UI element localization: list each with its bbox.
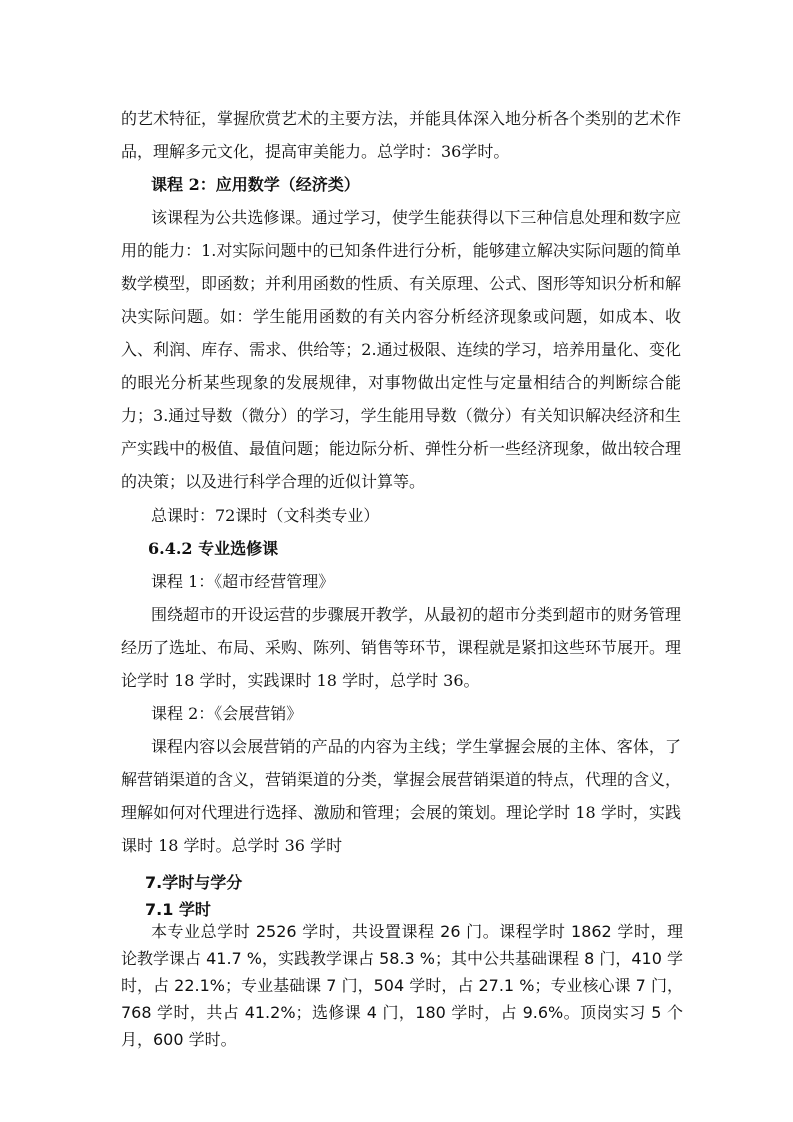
- elective-course-2-heading: 课程 2：《会展营销》: [151, 704, 303, 723]
- credit-hours-paragraph: 本专业总学时 2526 学时，共设置课程 26 门。课程学时 1862 学时，理论教学课占 41.7 %，实践教学课占 58.3 %；其中公共基础课程 8 门，410 学时，占 22.1%；专业基础课 7 门，504 学时，占 27.1 %；专业核心课 7 门，768 学时，共占 41.2%；选修课 4 门，180 学时，占 9.6%。顶岗实习 5 个月，600 学时。: [121, 922, 683, 1049]
- section-heading-7: 7.学时与学分: [145, 873, 243, 892]
- section-heading-7-1: 7.1 学时: [145, 900, 211, 919]
- elective-course-1-heading: 课程 1：《超市经营管理》: [151, 572, 335, 591]
- course-2-heading: 课程 2：应用数学（经济类）: [151, 175, 360, 194]
- supermarket-course-paragraph: 围绕超市的开设运营的步骤展开教学，从最初的超市分类到超市的财务管理经历了选址、布局、采购、陈列、销售等环节，课程就是紧扣这些环节展开。理论学时 18 学时，实践课时 18 学时，总学时 36。: [121, 605, 682, 690]
- exhibition-marketing-paragraph: 课程内容以会展营销的产品的内容为主线；学生掌握会展的主体、客体，了解营销渠道的含义，营销渠道的分类，掌握会展营销渠道的特点，代理的含义，理解如何对代理进行选择、激励和管理；会展的策划。理论学时 18 学时，实践课时 18 学时。总学时 36 学时: [121, 737, 682, 855]
- total-hours-paragraph: 总课时：72课时（文科类专业）: [151, 506, 380, 525]
- applied-math-paragraph: 该课程为公共选修课。通过学习，使学生能获得以下三种信息处理和数字应用的能力：1.对实际问题中的已知条件进行分析，能够建立解决实际问题的简单数学模型，即函数；并利用函数的性质、有关原理、公式、图形等知识分析和解决实际问题。如：学生能用函数的有关内容分析经济现象或问题，如成本、收入、利润、库存、需求、供给等；2.通过极限、连续的学习，培养用量化、变化的眼光分析某些现象的发展规律，对事物做出定性与定量相结合的判断综合能力；3.通过导数（微分）的学习，学生能用导数（微分）有关知识解决经济和生产实践中的极值、最值问题；能边际分析、弹性分析一些经济现象，做出较合理的决策；以及进行科学合理的近似计算等。: [121, 208, 682, 491]
- art-course-paragraph-end: 的艺术特征，掌握欣赏艺术的主要方法，并能具体深入地分析各个类别的艺术作品，理解多元文化，提高审美能力。总学时：36学时。: [121, 109, 682, 161]
- section-heading-6-4-2: 6.4.2 专业选修课: [148, 539, 279, 558]
